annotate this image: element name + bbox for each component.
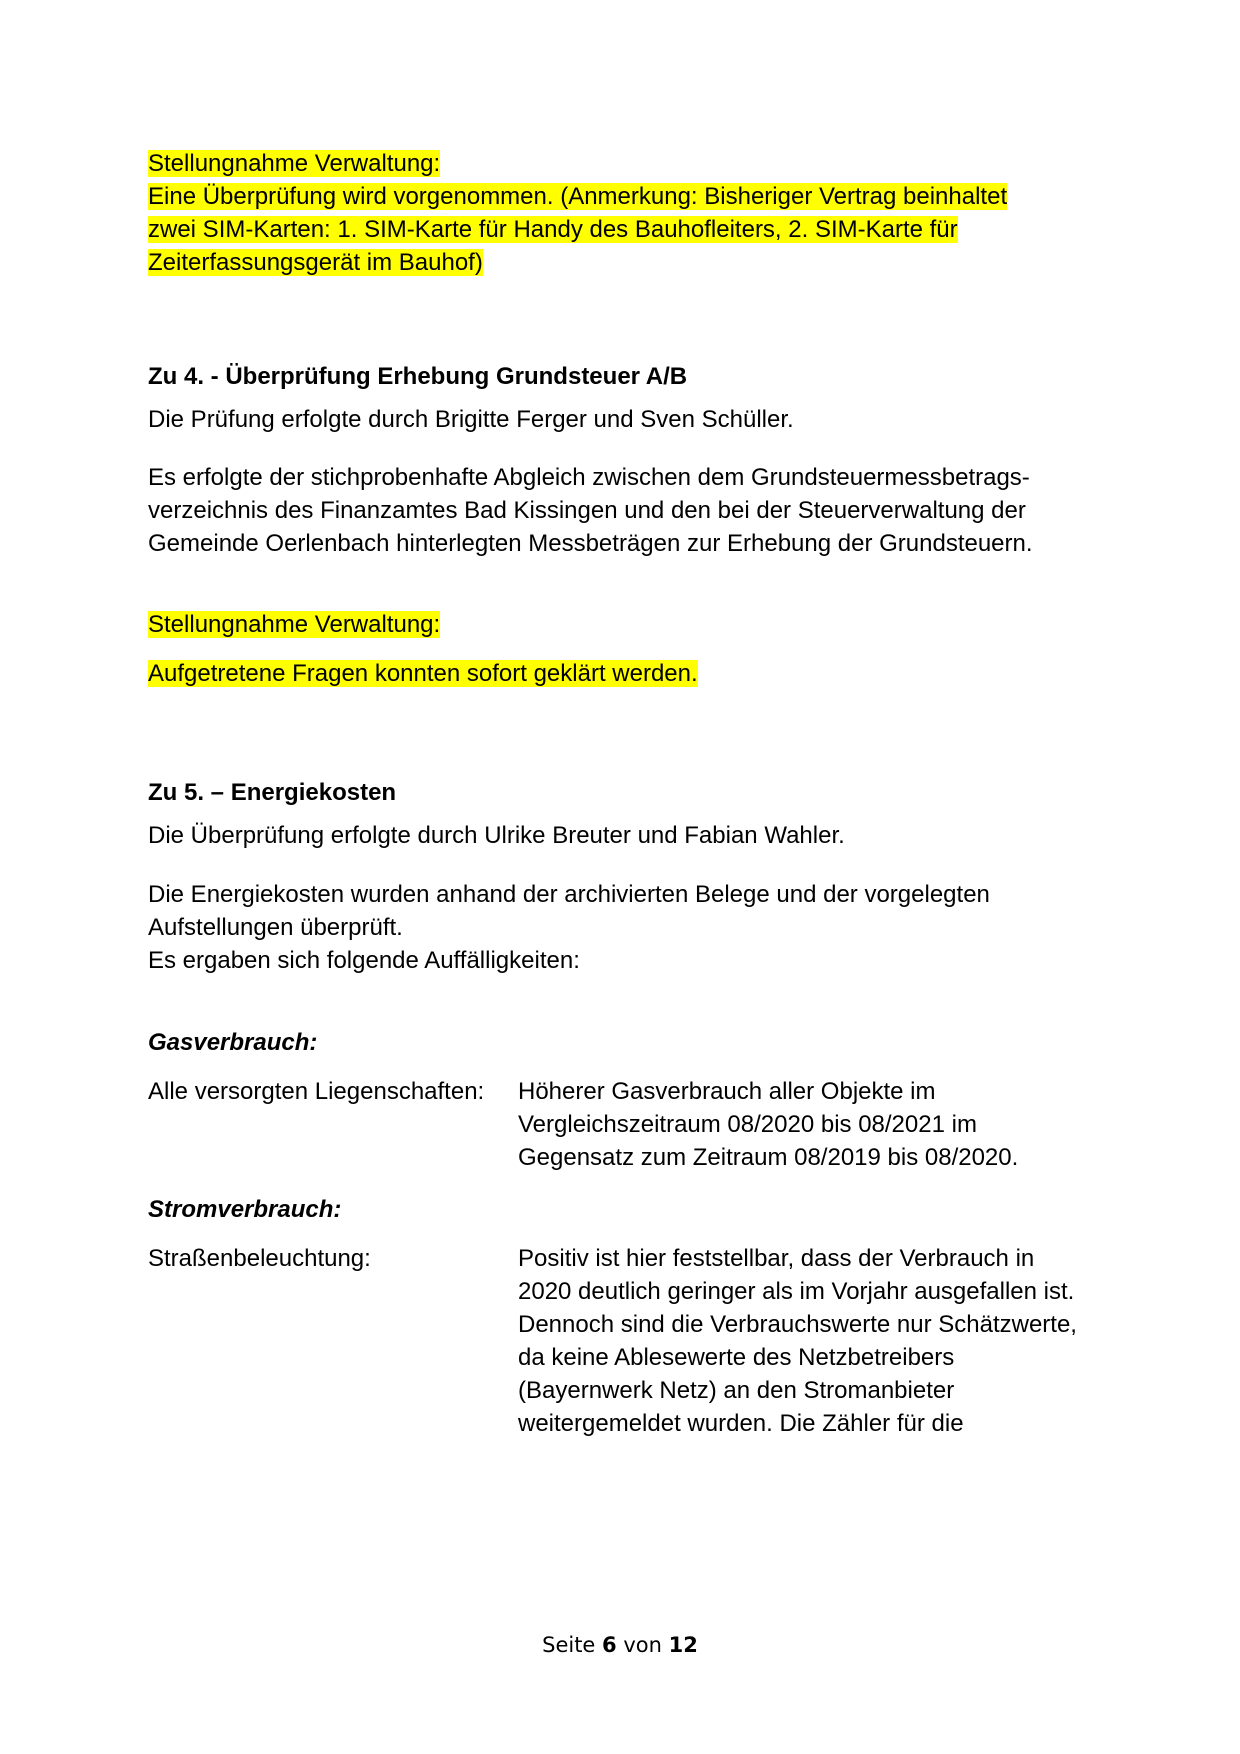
section-5-body	[148, 878, 1108, 977]
statement-label-text: Stellungnahme Verwaltung:	[148, 150, 441, 177]
statement-line: zwei SIM-Karten: 1. SIM-Karte für Handy des Bauhofleiters, 2. SIM-Karte für	[148, 216, 958, 243]
body-line: Die Energiekosten wurden anhand der archivierten Belege und der vorgelegten	[148, 881, 990, 908]
statement-label-1	[148, 147, 1108, 180]
statement-text-2	[148, 657, 1108, 690]
statement-line: Aufgetretene Fragen konnten sofort geklärt werden.	[148, 660, 698, 687]
body-line: verzeichnis des Finanzamtes Bad Kissingen und den bei der Steuerverwaltung der	[148, 497, 1026, 524]
footer-page-total: 12	[668, 1633, 698, 1657]
section-4-heading: Zu 4. - Überprüfung Erhebung Grundsteuer A/B	[148, 363, 688, 390]
section-4-intro: Die Prüfung erfolgte durch Brigitte Ferger und Sven Schüller.	[148, 406, 794, 433]
value-line: (Bayernwerk Netz) an den Stromanbieter	[518, 1377, 955, 1404]
section-5-intro: Die Überprüfung erfolgte durch Ulrike Breuter und Fabian Wahler.	[148, 822, 845, 849]
value-line: weitergemeldet wurden. Die Zähler für die	[518, 1410, 964, 1437]
statement-label-text: Stellungnahme Verwaltung:	[148, 611, 441, 638]
value-line: Dennoch sind die Verbrauchswerte nur Schätzwerte,	[518, 1311, 1077, 1338]
gas-subheading: Gasverbrauch:	[148, 1029, 318, 1056]
statement-text-1	[148, 180, 1108, 279]
gas-label: Alle versorgten Liegenschaften:	[148, 1078, 485, 1105]
statement-label-2	[148, 608, 1108, 641]
section-4-body	[148, 461, 1108, 560]
power-label: Straßenbeleuchtung:	[148, 1245, 371, 1272]
footer-middle: von	[623, 1633, 662, 1657]
value-line: Vergleichszeitraum 08/2020 bis 08/2021 im	[518, 1111, 977, 1138]
value-line: Gegensatz zum Zeitraum 08/2019 bis 08/2020.	[518, 1144, 1019, 1171]
body-line: Aufstellungen überprüft.	[148, 914, 403, 941]
statement-line: Zeiterfassungsgerät im Bauhof)	[148, 249, 483, 276]
value-line: Höherer Gasverbrauch aller Objekte im	[518, 1078, 936, 1105]
value-line: Positiv ist hier feststellbar, dass der Verbrauch in	[518, 1245, 1035, 1272]
body-line: Gemeinde Oerlenbach hinterlegten Messbeträgen zur Erhebung der Grundsteuern.	[148, 530, 1033, 557]
power-subheading: Stromverbrauch:	[148, 1196, 342, 1223]
value-line: 2020 deutlich geringer als im Vorjahr ausgefallen ist.	[518, 1278, 1075, 1305]
page-footer	[0, 1631, 1240, 1659]
gas-value	[518, 1075, 1108, 1174]
body-line: Es erfolgte der stichprobenhafte Abgleich zwischen dem Grundsteuermessbetrags-	[148, 464, 1030, 491]
power-value	[518, 1242, 1108, 1440]
body-line: Es ergaben sich folgende Auffälligkeiten:	[148, 947, 580, 974]
value-line: da keine Ablesewerte des Netzbetreibers	[518, 1344, 955, 1371]
statement-line: Eine Überprüfung wird vorgenommen. (Anmerkung: Bisheriger Vertrag beinhaltet	[148, 183, 1008, 210]
footer-page-number: 6	[602, 1633, 617, 1657]
section-5-heading: Zu 5. – Energiekosten	[148, 779, 397, 806]
footer-prefix: Seite	[542, 1633, 596, 1657]
